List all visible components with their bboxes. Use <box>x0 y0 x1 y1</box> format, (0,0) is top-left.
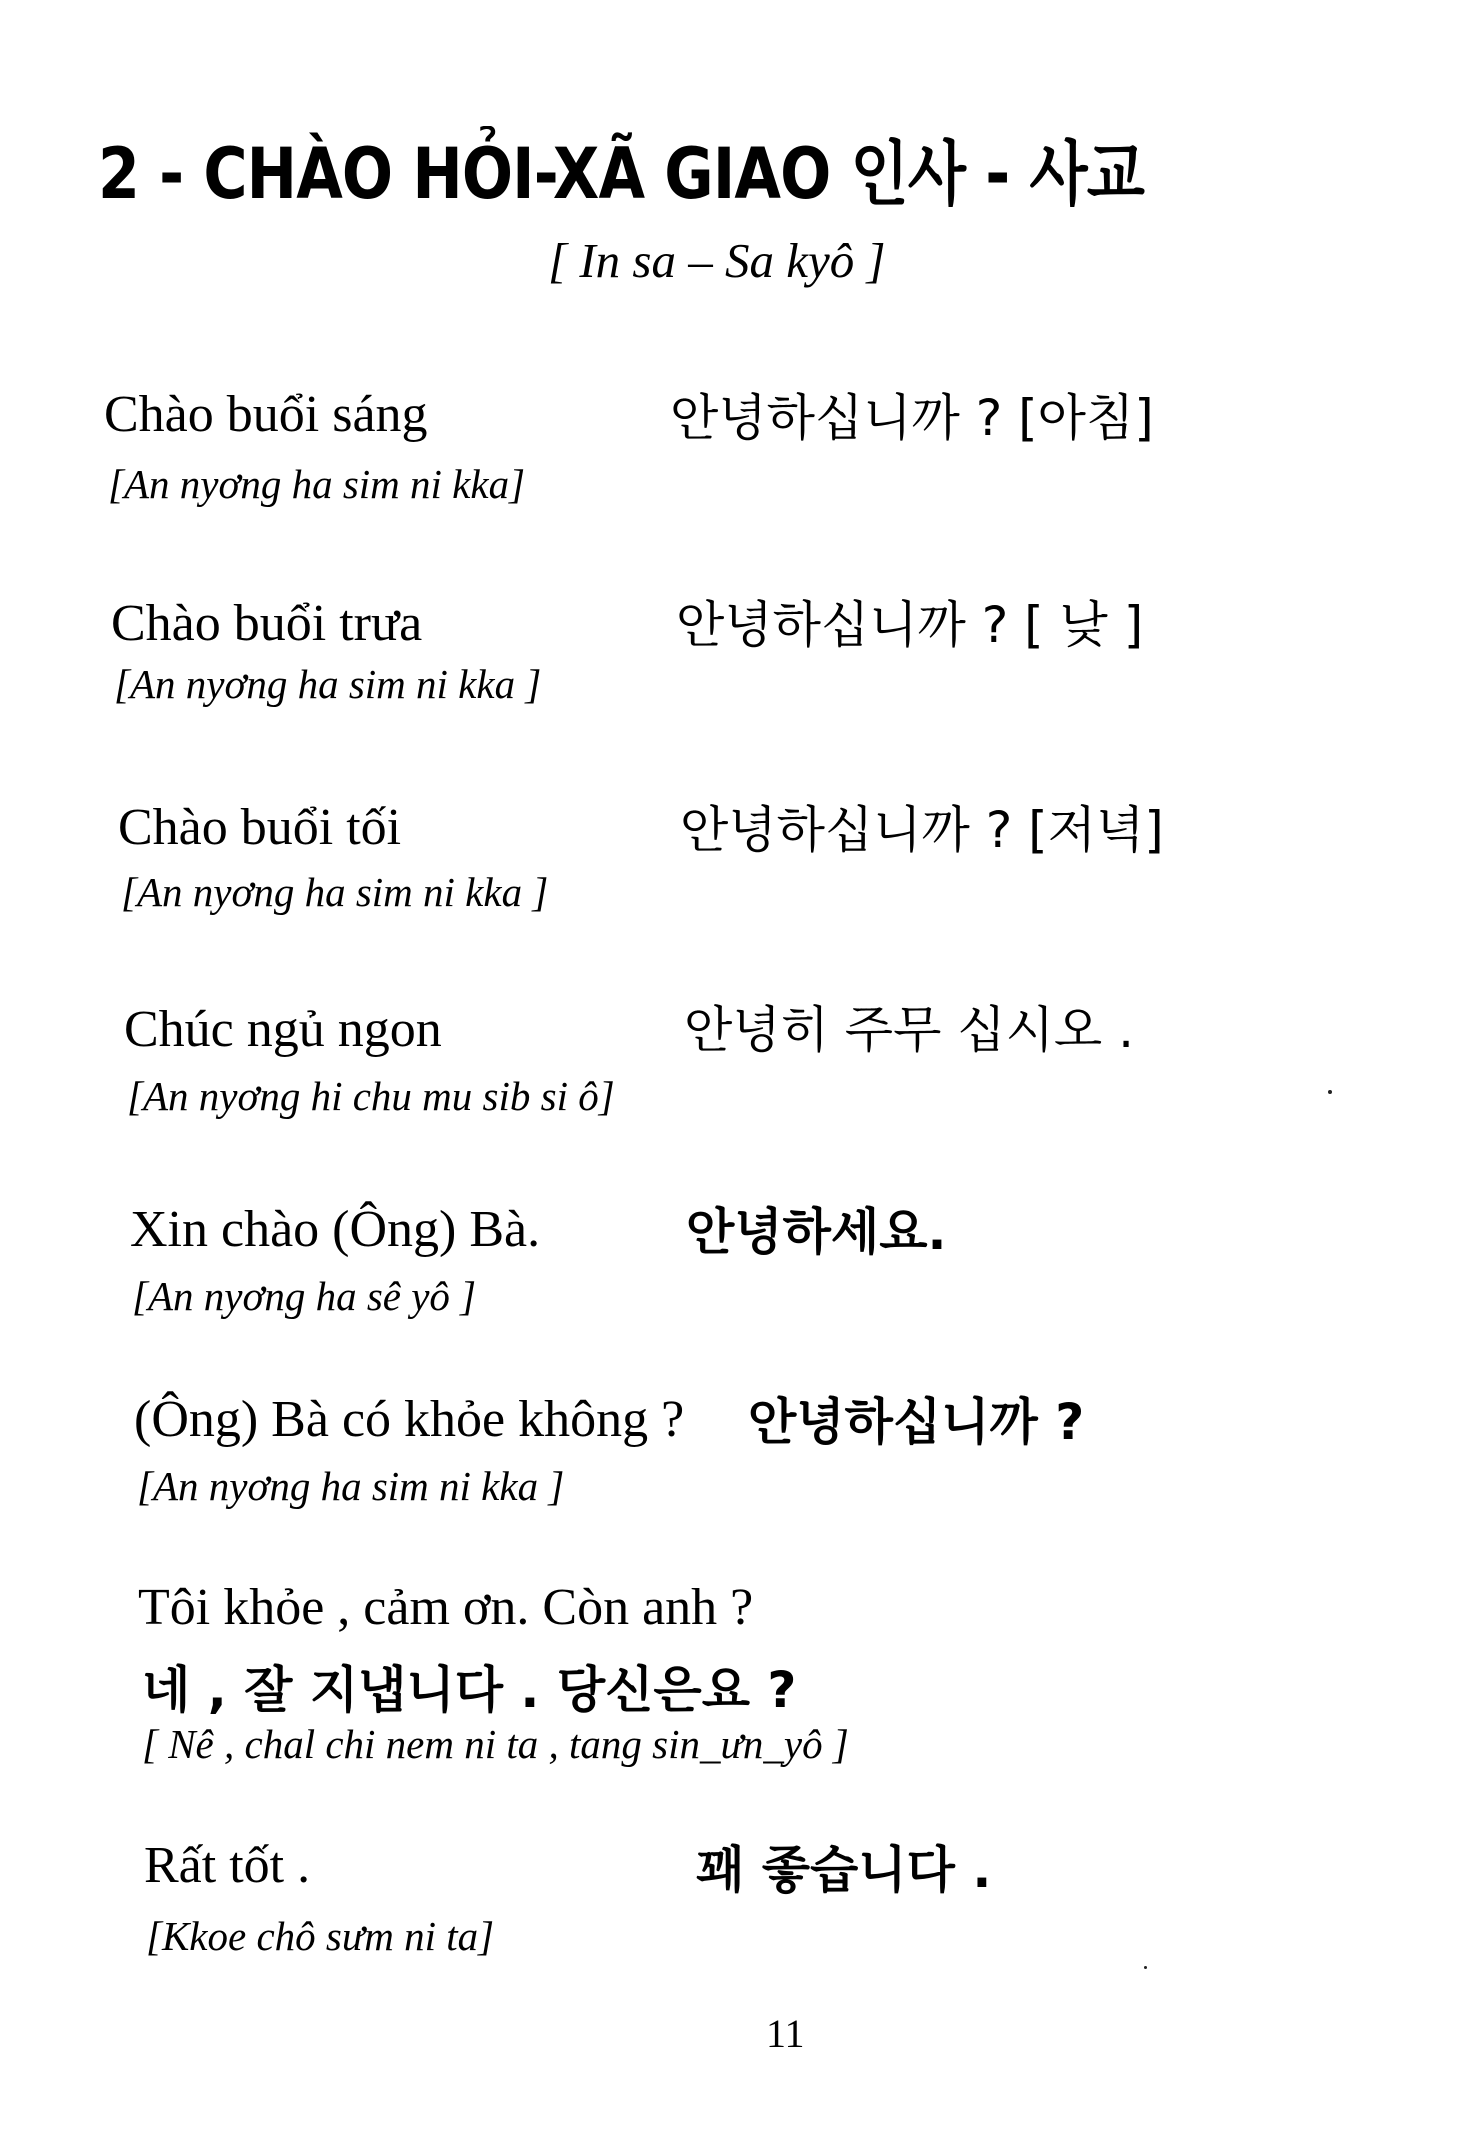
scan-speck <box>1144 1966 1147 1969</box>
pronunciation: [An nyơng ha sim ni kka ] <box>137 1463 565 1509</box>
pronunciation: [An nyơng ha sim ni kka ] <box>121 869 549 915</box>
pronunciation: [An nyơng ha sim ni kka] <box>108 461 526 507</box>
pronunciation: [An nyơng ha sê yô ] <box>132 1273 477 1319</box>
korean-phrase: 안녕하십니까 ? [아침] <box>670 389 1154 447</box>
section-subheading-pronunciation: [ In sa – Sa kyô ] <box>548 233 886 288</box>
korean-phrase: 안녕하세요. <box>686 1203 947 1261</box>
vietnamese-phrase: Rất tốt . <box>144 1837 311 1894</box>
pronunciation: [Kkoe chô sưm ni ta] <box>146 1913 495 1959</box>
korean-phrase: 꽤 좋습니다 . <box>696 1841 992 1899</box>
vietnamese-phrase: Tôi khỏe , cảm ơn. Còn anh ? <box>138 1579 754 1636</box>
vietnamese-phrase: Chào buổi trưa <box>111 595 423 652</box>
pronunciation: [An nyơng hi chu mu sib si ô] <box>127 1073 615 1119</box>
korean-phrase: 안녕하십니까 ? [ 낮 ] <box>676 596 1144 654</box>
vietnamese-phrase: Xin chào (Ông) Bà. <box>130 1201 541 1258</box>
section-heading: 2 - CHÀO HỎI-XÃ GIAO 인사 - 사교 <box>98 133 1145 215</box>
vietnamese-phrase: Chào buổi tối <box>118 799 402 856</box>
korean-phrase: 안녕히 주무 십시오 . <box>684 1001 1134 1059</box>
vietnamese-phrase: (Ông) Bà có khỏe không ? <box>134 1391 685 1448</box>
korean-phrase: 안녕하십니까 ? [저녁] <box>680 801 1164 859</box>
vietnamese-phrase: Chào buổi sáng <box>104 386 428 443</box>
pronunciation: [ Nê , chal chi nem ni ta , tang sin_ưn_yô ] <box>142 1721 849 1767</box>
korean-phrase: 안녕하십니까 ? <box>748 1393 1085 1451</box>
pronunciation: [An nyơng ha sim ni kka ] <box>114 661 542 707</box>
korean-phrase: 네 , 잘 지냅니다 . 당신은요 ? <box>142 1661 797 1719</box>
scan-speck <box>1328 1090 1332 1094</box>
page-number: 11 <box>766 2011 805 2056</box>
vietnamese-phrase: Chúc ngủ ngon <box>124 1001 442 1058</box>
